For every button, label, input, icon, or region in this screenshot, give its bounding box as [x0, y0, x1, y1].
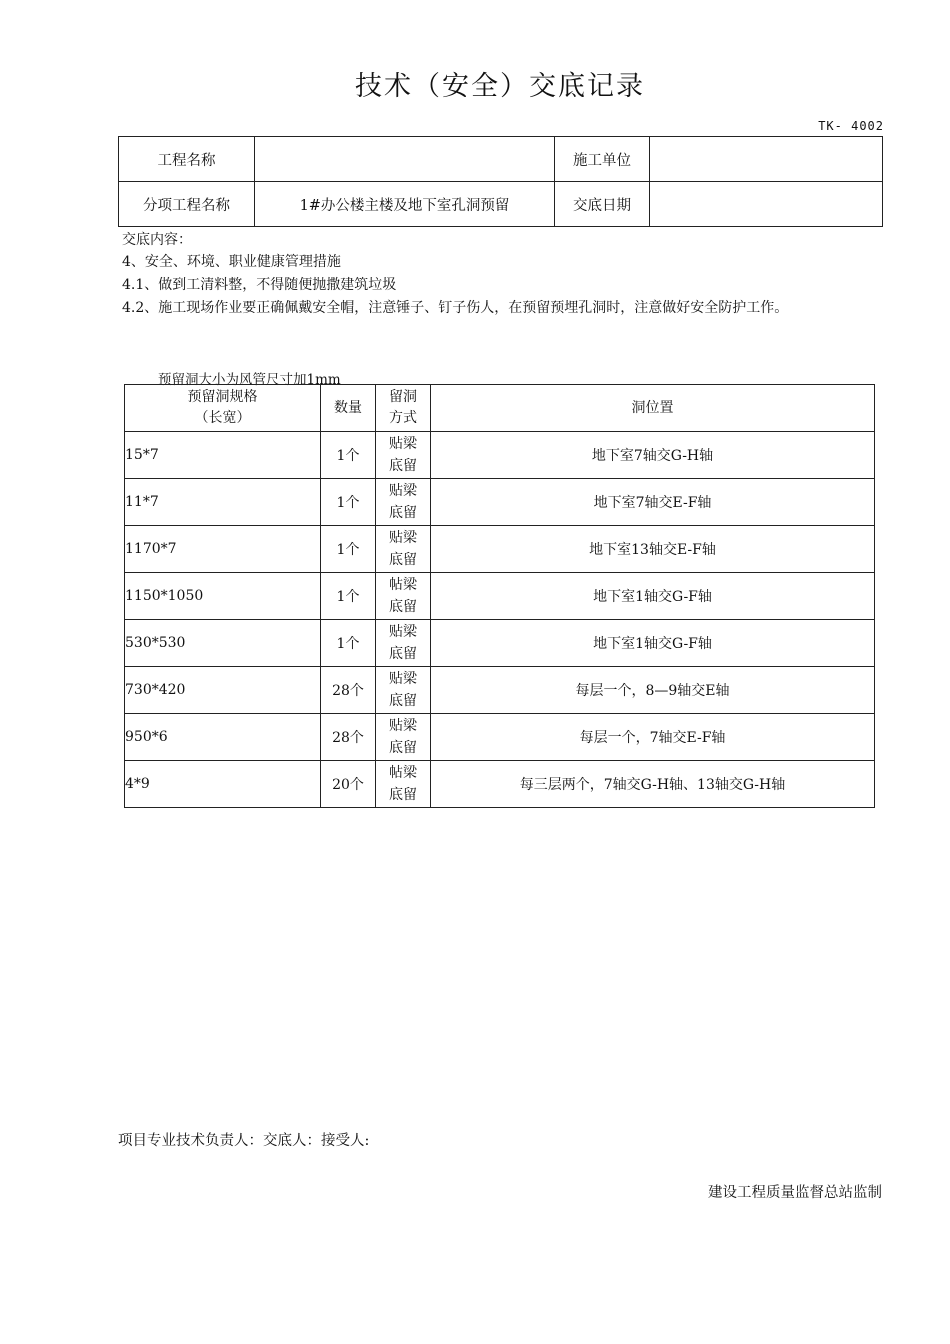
- project-name-label: 工程名称: [119, 137, 255, 182]
- method-header-line1: 留洞: [389, 389, 417, 405]
- qty-cell: 28个: [321, 667, 376, 714]
- method-line1: 贴梁: [389, 624, 417, 640]
- method-line1: 贴梁: [389, 483, 417, 499]
- table-row: [125, 714, 875, 761]
- position-cell: 地下室13轴交E-F轴: [431, 526, 875, 573]
- sub-project-label: 分项工程名称: [119, 182, 255, 227]
- qty-cell: 1个: [321, 573, 376, 620]
- qty-cell: 1个: [321, 526, 376, 573]
- sub-project-value: 1#办公楼主楼及地下室孔洞预留: [255, 182, 555, 227]
- method-line2: 底留: [389, 646, 417, 662]
- method-cell: [376, 526, 431, 573]
- method-line1: 贴梁: [389, 671, 417, 687]
- method-line2: 底留: [389, 505, 417, 521]
- content-heading: 交底内容：: [122, 232, 192, 248]
- method-cell: [376, 479, 431, 526]
- table-row: [125, 479, 875, 526]
- size-cell: 4*9: [125, 761, 321, 808]
- method-line2: 底留: [389, 693, 417, 709]
- construction-unit-value: [650, 137, 883, 182]
- date-value: [650, 182, 883, 227]
- holes-table: [124, 384, 875, 808]
- qty-cell: 20个: [321, 761, 376, 808]
- table-row: [125, 573, 875, 620]
- signature-line: 项目专业技术负责人：交底人：接受人:: [118, 1133, 370, 1149]
- method-line2: 底留: [389, 458, 417, 474]
- col-header-method: [376, 385, 431, 432]
- method-cell: [376, 620, 431, 667]
- size-cell: 15*7: [125, 432, 321, 479]
- position-cell: 每三层两个，7轴交G-H轴、13轴交G-H轴: [431, 761, 875, 808]
- size-header-line2: （长宽）: [194, 410, 251, 426]
- table-header-row: [125, 385, 875, 432]
- table-row: [125, 620, 875, 667]
- table-row: [125, 667, 875, 714]
- position-cell: 地下室1轴交G-F轴: [431, 620, 875, 667]
- table-row: [125, 432, 875, 479]
- method-line1: 贴梁: [389, 718, 417, 734]
- position-cell: 地下室7轴交G-H轴: [431, 432, 875, 479]
- method-cell: [376, 432, 431, 479]
- col-header-size: [125, 385, 321, 432]
- project-name-value: [255, 137, 555, 182]
- method-line1: 贴梁: [389, 436, 417, 452]
- method-cell: [376, 667, 431, 714]
- page-title: 技术（安全）交底记录: [355, 71, 645, 102]
- footer-issuer: 建设工程质量监督总站监制: [708, 1185, 882, 1201]
- table-row: [125, 761, 875, 808]
- method-line2: 底留: [389, 787, 417, 803]
- position-cell: 每层一个，8—9轴交E轴: [431, 667, 875, 714]
- size-cell: 1150*1050: [125, 573, 321, 620]
- qty-cell: 1个: [321, 479, 376, 526]
- method-line1: 帖梁: [389, 577, 417, 593]
- size-cell: 530*530: [125, 620, 321, 667]
- method-line2: 底留: [389, 740, 417, 756]
- size-cell: 1170*7: [125, 526, 321, 573]
- size-cell: 730*420: [125, 667, 321, 714]
- form-code: TK- 4002: [818, 119, 884, 133]
- method-line2: 底留: [389, 552, 417, 568]
- method-line1: 帖梁: [389, 765, 417, 781]
- header-table: [118, 136, 883, 227]
- method-line1: 贴梁: [389, 530, 417, 546]
- method-cell: [376, 573, 431, 620]
- position-cell: 每层一个，7轴交E-F轴: [431, 714, 875, 761]
- size-header-line1: 预留洞规格: [187, 389, 258, 405]
- position-cell: 地下室7轴交E-F轴: [431, 479, 875, 526]
- qty-cell: 1个: [321, 432, 376, 479]
- date-label: 交底日期: [555, 182, 650, 227]
- col-header-position: 洞位置: [431, 385, 875, 432]
- size-cell: 11*7: [125, 479, 321, 526]
- table-row: [119, 137, 883, 182]
- content-line: 4.2、施工现场作业要正确佩戴安全帽，注意锤子、钉子伤人，在预留预埋孔洞时，注意做好安全防护工作。: [122, 300, 789, 316]
- content-line: 4、安全、环境、职业健康管理措施: [122, 254, 341, 270]
- method-header-line2: 方式: [389, 410, 417, 426]
- method-cell: [376, 761, 431, 808]
- size-cell: 950*6: [125, 714, 321, 761]
- construction-unit-label: 施工单位: [555, 137, 650, 182]
- method-line2: 底留: [389, 599, 417, 615]
- col-header-qty: 数量: [321, 385, 376, 432]
- qty-cell: 1个: [321, 620, 376, 667]
- content-line: 4.1、做到工清料整，不得随便抛撒建筑垃圾: [122, 277, 397, 293]
- method-cell: [376, 714, 431, 761]
- qty-cell: 28个: [321, 714, 376, 761]
- position-cell: 地下室1轴交G-F轴: [431, 573, 875, 620]
- table-row: [119, 182, 883, 227]
- table-note: 预留洞大小为风管尺寸加1mm: [158, 372, 341, 388]
- table-row: [125, 526, 875, 573]
